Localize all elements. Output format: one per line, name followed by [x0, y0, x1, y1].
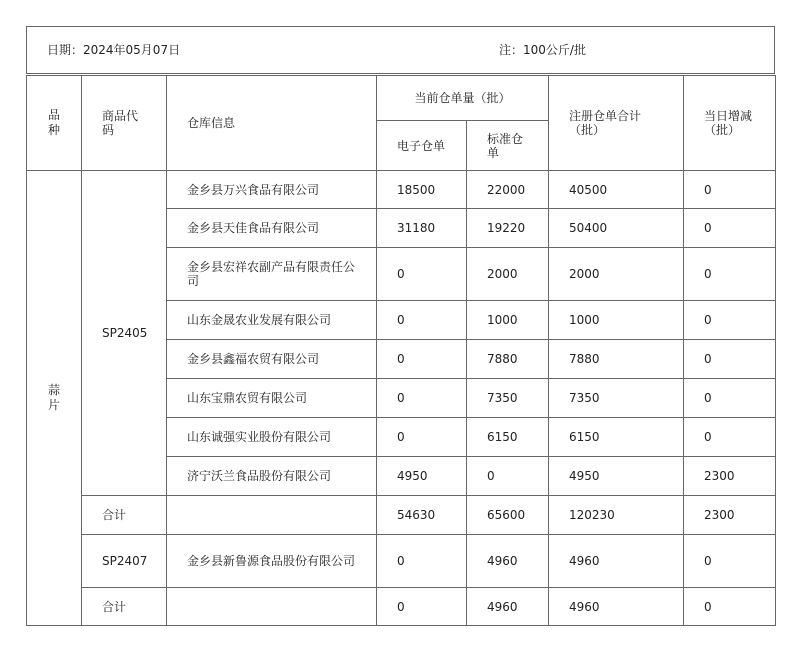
change-cell: 0 [684, 418, 776, 457]
standard-cell: 1000 [467, 301, 549, 340]
code-cell: SP2405 [82, 171, 167, 496]
warehouse-cell: 金乡县宏祥农副产品有限责任公司 [167, 248, 377, 301]
electronic-cell: 0 [377, 340, 467, 379]
change-cell: 0 [684, 248, 776, 301]
warehouse-cell: 山东诚强实业股份有限公司 [167, 418, 377, 457]
registered-cell: 4960 [549, 535, 684, 588]
col-header-registered: 注册仓单合计（批） [549, 76, 684, 171]
code-cell: SP2407 [82, 535, 167, 588]
standard-cell: 22000 [467, 171, 549, 209]
col-header-warehouse: 仓库信息 [167, 76, 377, 171]
warehouse-cell: 山东金晟农业发展有限公司 [167, 301, 377, 340]
col-header-standard: 标准仓单 [467, 121, 549, 171]
change-cell: 0 [684, 535, 776, 588]
total-change: 2300 [684, 496, 776, 535]
electronic-cell: 0 [377, 301, 467, 340]
standard-cell: 7880 [467, 340, 549, 379]
total-change: 0 [684, 588, 776, 626]
standard-cell: 0 [467, 457, 549, 496]
col-header-change: 当日增减（批） [684, 76, 776, 171]
electronic-cell: 0 [377, 379, 467, 418]
col-header-code: 商品代码 [82, 76, 167, 171]
warehouse-cell: 山东宝鼎农贸有限公司 [167, 379, 377, 418]
registered-cell: 1000 [549, 301, 684, 340]
warehouse-receipt-table [26, 75, 776, 626]
empty-cell [167, 588, 377, 626]
standard-cell: 7350 [467, 379, 549, 418]
registered-cell: 4950 [549, 457, 684, 496]
report-date: 日期：2024年05月07日 [47, 43, 181, 57]
registered-cell: 6150 [549, 418, 684, 457]
electronic-cell: 0 [377, 535, 467, 588]
warehouse-cell: 金乡县天佳食品有限公司 [167, 209, 377, 248]
col-header-electronic: 电子仓单 [377, 121, 467, 171]
total-electronic: 0 [377, 588, 467, 626]
warehouse-cell: 济宁沃兰食品股份有限公司 [167, 457, 377, 496]
change-cell: 2300 [684, 457, 776, 496]
change-cell: 0 [684, 379, 776, 418]
change-cell: 0 [684, 209, 776, 248]
total-registered: 4960 [549, 588, 684, 626]
total-standard: 65600 [467, 496, 549, 535]
total-row [27, 588, 776, 626]
standard-cell: 2000 [467, 248, 549, 301]
electronic-cell: 4950 [377, 457, 467, 496]
electronic-cell: 0 [377, 248, 467, 301]
change-cell: 0 [684, 301, 776, 340]
table-row [27, 171, 776, 209]
standard-cell: 6150 [467, 418, 549, 457]
registered-cell: 7880 [549, 340, 684, 379]
table-body [27, 76, 776, 626]
table-row [27, 535, 776, 588]
registered-cell: 2000 [549, 248, 684, 301]
total-electronic: 54630 [377, 496, 467, 535]
total-row [27, 496, 776, 535]
warehouse-cell: 金乡县鑫福农贸有限公司 [167, 340, 377, 379]
total-standard: 4960 [467, 588, 549, 626]
electronic-cell: 31180 [377, 209, 467, 248]
warehouse-cell: 金乡县新鲁源食品股份有限公司 [167, 535, 377, 588]
standard-cell: 19220 [467, 209, 549, 248]
col-header-variety: 品种 [27, 76, 82, 171]
empty-cell [167, 496, 377, 535]
registered-cell: 40500 [549, 171, 684, 209]
registered-cell: 7350 [549, 379, 684, 418]
total-registered: 120230 [549, 496, 684, 535]
registered-cell: 50400 [549, 209, 684, 248]
col-header-current: 当前仓单量（批） [377, 76, 549, 121]
warehouse-receipt-report [26, 26, 776, 626]
unit-note: 注：100公斤/批 [499, 43, 586, 57]
change-cell: 0 [684, 340, 776, 379]
report-header [26, 26, 775, 74]
header-row [27, 76, 776, 121]
standard-cell: 4960 [467, 535, 549, 588]
change-cell: 0 [684, 171, 776, 209]
warehouse-cell: 金乡县万兴食品有限公司 [167, 171, 377, 209]
total-label: 合计 [82, 588, 167, 626]
variety-cell: 蒜片 [27, 171, 82, 626]
electronic-cell: 0 [377, 418, 467, 457]
electronic-cell: 18500 [377, 171, 467, 209]
total-label: 合计 [82, 496, 167, 535]
